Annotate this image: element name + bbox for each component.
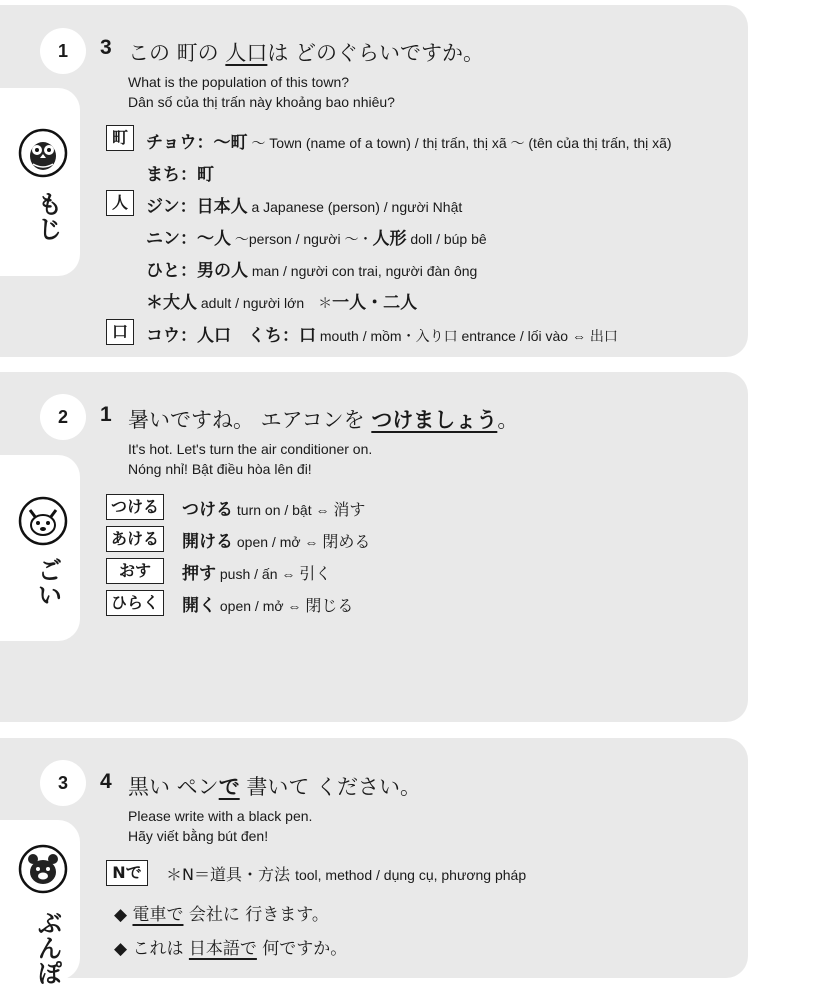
dog-icon: [18, 496, 68, 546]
tab-label-bunpou: ぶんぽ: [34, 909, 63, 985]
bear-icon: [18, 844, 68, 894]
answer-number-1: 3: [100, 36, 112, 59]
example-sentence: ◆ これは 日本語で 何ですか。: [114, 939, 348, 959]
kanji-box-machi: 町: [106, 125, 134, 151]
grammar-box: Nで: [106, 860, 148, 886]
vocab-box: ひらく: [106, 590, 164, 616]
section-1-side-tab: [0, 88, 80, 276]
kanji-box-kuchi: 口: [106, 319, 134, 345]
owl-icon: [18, 128, 68, 178]
english-translation-3: Please write with a black pen.: [128, 808, 313, 824]
kanji-line: ＊大人 adult / người lớn ＊一人・二人: [146, 293, 418, 313]
vocab-line: 押す push / ấn ⇔ 引く: [182, 564, 332, 584]
vietnamese-translation-1: Dân số của thị trấn này khoảng bao nhiêu?: [128, 94, 395, 110]
question-text-2: 暑いですね。 エアコンを つけましょう。: [128, 408, 519, 432]
question-text-3: 黒い ペンで 書いて ください。: [128, 775, 422, 799]
vocab-box: あける: [106, 526, 164, 552]
vocab-line: 開ける open / mở ⇔ 閉める: [182, 532, 371, 552]
kanji-box-hito: 人: [106, 190, 134, 216]
vocab-line: 開く open / mở ⇔ 閉じる: [182, 596, 354, 616]
kanji-line: コウ：人口 くち：口 mouth / mồm・入り口 entrance / lối vào ⇔ 出口: [146, 326, 618, 346]
tab-label-moji: もじ: [34, 191, 63, 241]
vocab-box: おす: [106, 558, 164, 584]
question-number-3: 3: [40, 760, 86, 806]
kanji-line: まち：町: [146, 165, 214, 185]
tab-label-goi: ごい: [34, 557, 63, 607]
english-translation-2: It's hot. Let's turn the air conditioner on.: [128, 441, 373, 457]
kanji-line: ジン：日本人 a Japanese (person) / người Nhật: [146, 197, 463, 217]
answer-number-2: 1: [100, 403, 112, 426]
example-sentence: ◆ 電車で 会社に 行きます。: [114, 905, 329, 925]
vietnamese-translation-2: Nóng nhỉ! Bật điều hòa lên đi!: [128, 461, 312, 477]
kanji-line: ニン：～人 ～person / người ～・人形 doll / búp bê: [146, 229, 487, 249]
kanji-line: チョウ：～町 ～ Town (name of a town) / thị trấn, thị xã ～ (tên của thị trấn, thị xã): [146, 133, 672, 153]
vocab-box: つける: [106, 494, 164, 520]
question-number-2: 2: [40, 394, 86, 440]
kanji-line: ひと：男の人 man / người con trai, người đàn ông: [146, 261, 478, 281]
grammar-note: ＊N＝道具・方法 tool, method / dụng cụ, phương pháp: [166, 865, 527, 884]
question-text-1: この 町の 人口は どのぐらいですか。: [128, 41, 485, 65]
section-2-side-tab: [0, 455, 80, 641]
vocab-line: つける turn on / bật ⇔ 消す: [182, 500, 366, 520]
answer-number-3: 4: [100, 770, 112, 793]
vietnamese-translation-3: Hãy viết bằng bút đen!: [128, 828, 269, 844]
question-number-1: 1: [40, 28, 86, 74]
english-translation-1: What is the population of this town?: [128, 74, 350, 90]
